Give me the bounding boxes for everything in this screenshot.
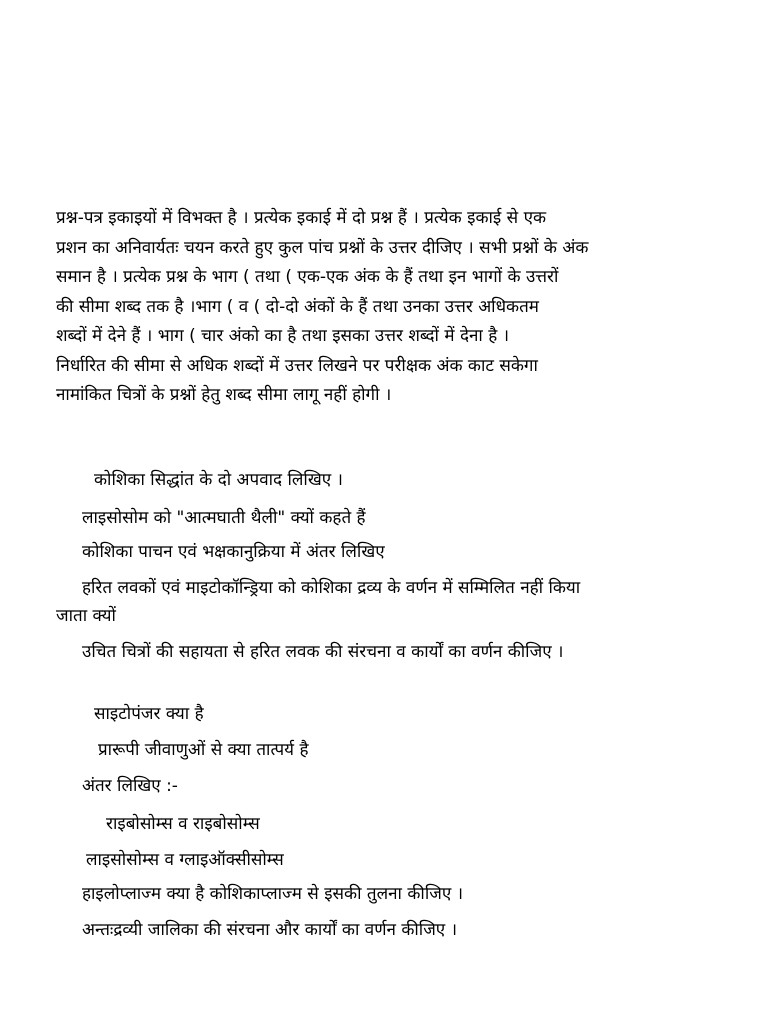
question-item: लाइसोसोम को "आत्मघाती थैली" क्यों कहते हैं <box>82 508 366 528</box>
instruction-line: निर्धारित की सीमा से अधिक शब्दों में उत्तर लिखने पर परीक्षक अंक काट सकेगा <box>56 355 538 376</box>
question-item: उचित चित्रों की सहायता से हरित लवक की संरचना व कार्यों का वर्णन कीजिए । <box>82 642 564 662</box>
question-item: हरित लवकों एवं माइटोकॉन्ड्रिया को कोशिका द्रव्य के वर्णन में सम्मिलित नहीं किया <box>82 578 581 598</box>
instruction-line: शब्दों में देने हैं । भाग ( चार अंको का है तथा इसका उत्तर शब्दों में देना है । <box>56 326 510 346</box>
question-item: प्रारूपी जीवाणुओं से क्या तात्पर्य है <box>98 740 309 760</box>
instruction-line: की सीमा शब्द तक है ।भाग ( व ( दो-दो अंकों के हैं तथा उनका उत्तर अधिकतम <box>56 296 539 317</box>
exam-instructions <box>56 204 716 411</box>
question-item: कोशिका सिद्धांत के दो अपवाद लिखिए । <box>94 470 343 490</box>
question-sub-item: लाइसोसोम्स व ग्लाइऑक्सीसोम्स <box>86 850 284 870</box>
question-item: हाइलोप्लाज्म क्या है कोशिकाप्लाज्म से इसकी तुलना कीजिए । <box>82 884 464 904</box>
instruction-line: प्रशन का अनिवार्यतः चयन करते हुए कुल पांच प्रश्नों के उत्तर दीजिए । सभी प्रश्नों के अंक <box>56 237 589 258</box>
instruction-line: नामांकित चित्रों के प्रश्नों हेतु शब्द सीमा लागू नहीं होगी । <box>56 385 392 405</box>
instruction-line: प्रश्न-पत्र इकाइयों में विभक्त है । प्रत्येक इकाई में दो प्रश्न हैं । प्रत्येक इकाई से एक <box>56 208 547 228</box>
question-item: साइटोपंजर क्या है <box>94 704 204 724</box>
question-item: अन्तःद्रव्यी जालिका की संरचना और कार्यों का वर्णन कीजिए । <box>82 920 458 940</box>
question-sub-item: राइबोसोम्स व राइबोसोम्स <box>106 814 260 834</box>
question-item: कोशिका पाचन एवं भक्षकानुक्रिया में अंतर लिखिए <box>82 542 385 562</box>
instruction-line: समान है । प्रत्येक प्रश्न के भाग ( तथा ( एक-एक अंक के हैं तथा इन भागों के उत्तरों <box>56 267 559 287</box>
question-item: अंतर लिखिए :- <box>82 776 178 796</box>
question-item-continued: जाता क्यों <box>56 606 116 626</box>
